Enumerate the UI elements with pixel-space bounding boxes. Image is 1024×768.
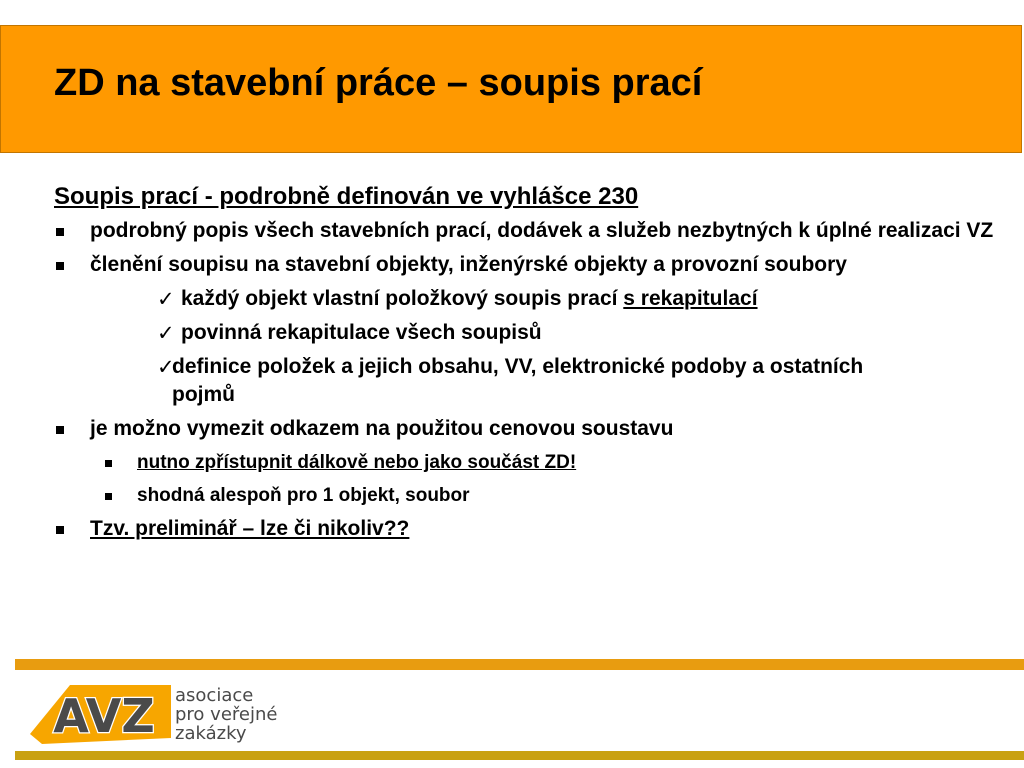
bullet-text: Tzv. preliminář – lze či nikoliv?? — [90, 517, 410, 540]
check-text: povinná rekapitulace všech soupisů — [181, 321, 542, 344]
slide-title: ZD na stavební práce – soupis prací — [54, 62, 703, 104]
check-item — [54, 319, 994, 347]
logo-caption-line: asociace — [175, 685, 254, 706]
sub-bullet-text: nutno zpřístupnit dálkově nebo jako součást ZD! — [137, 452, 577, 473]
logo-letters: AVZ — [53, 689, 155, 743]
checkmark-icon: ✓ — [157, 321, 175, 345]
sub-bullet-item — [54, 483, 994, 509]
check-text: definice položek a jejich obsahu, VV, elektronické podoby a ostatních pojmů — [172, 355, 864, 406]
square-bullet-icon — [56, 228, 64, 236]
logo-caption-line: zakázky — [175, 723, 247, 744]
sub-bullet-item — [54, 450, 994, 476]
slide-content — [54, 183, 994, 543]
footer-top-bar — [15, 659, 1024, 670]
logo-caption — [175, 686, 277, 743]
square-bullet-icon — [56, 526, 64, 534]
content-heading: Soupis prací - podrobně definován ve vyhlášce 230 — [54, 183, 639, 210]
logo-caption-line: pro veřejné — [175, 704, 278, 725]
checkmark-icon: ✓ — [157, 355, 175, 379]
footer-bottom-bar — [15, 751, 1024, 760]
bullet-text: členění soupisu na stavební objekty, inženýrské objekty a provozní soubory — [90, 253, 847, 276]
check-item — [54, 353, 994, 409]
avz-logo — [30, 682, 175, 744]
square-bullet-icon — [105, 493, 112, 500]
bullet-item — [54, 251, 994, 279]
bullet-item — [54, 415, 994, 443]
square-bullet-icon — [105, 460, 112, 467]
bullet-item — [54, 515, 994, 543]
check-text — [181, 285, 994, 313]
sub-bullet-text: shodná alespoň pro 1 objekt, soubor — [137, 485, 470, 506]
check-item — [54, 285, 994, 313]
check-text-underlined: s rekapitulací — [623, 287, 758, 310]
bullet-text: podrobný popis všech stavebních prací, dodávek a služeb nezbytných k úplné realizaci VZ — [90, 219, 994, 242]
square-bullet-icon — [56, 426, 64, 434]
bullet-text: je možno vymezit odkazem na použitou cenovou soustavu — [90, 417, 674, 440]
square-bullet-icon — [56, 262, 64, 270]
checkmark-icon: ✓ — [157, 287, 175, 311]
bullet-item — [54, 217, 994, 245]
check-text-main: každý objekt vlastní položkový soupis prací — [181, 287, 624, 310]
